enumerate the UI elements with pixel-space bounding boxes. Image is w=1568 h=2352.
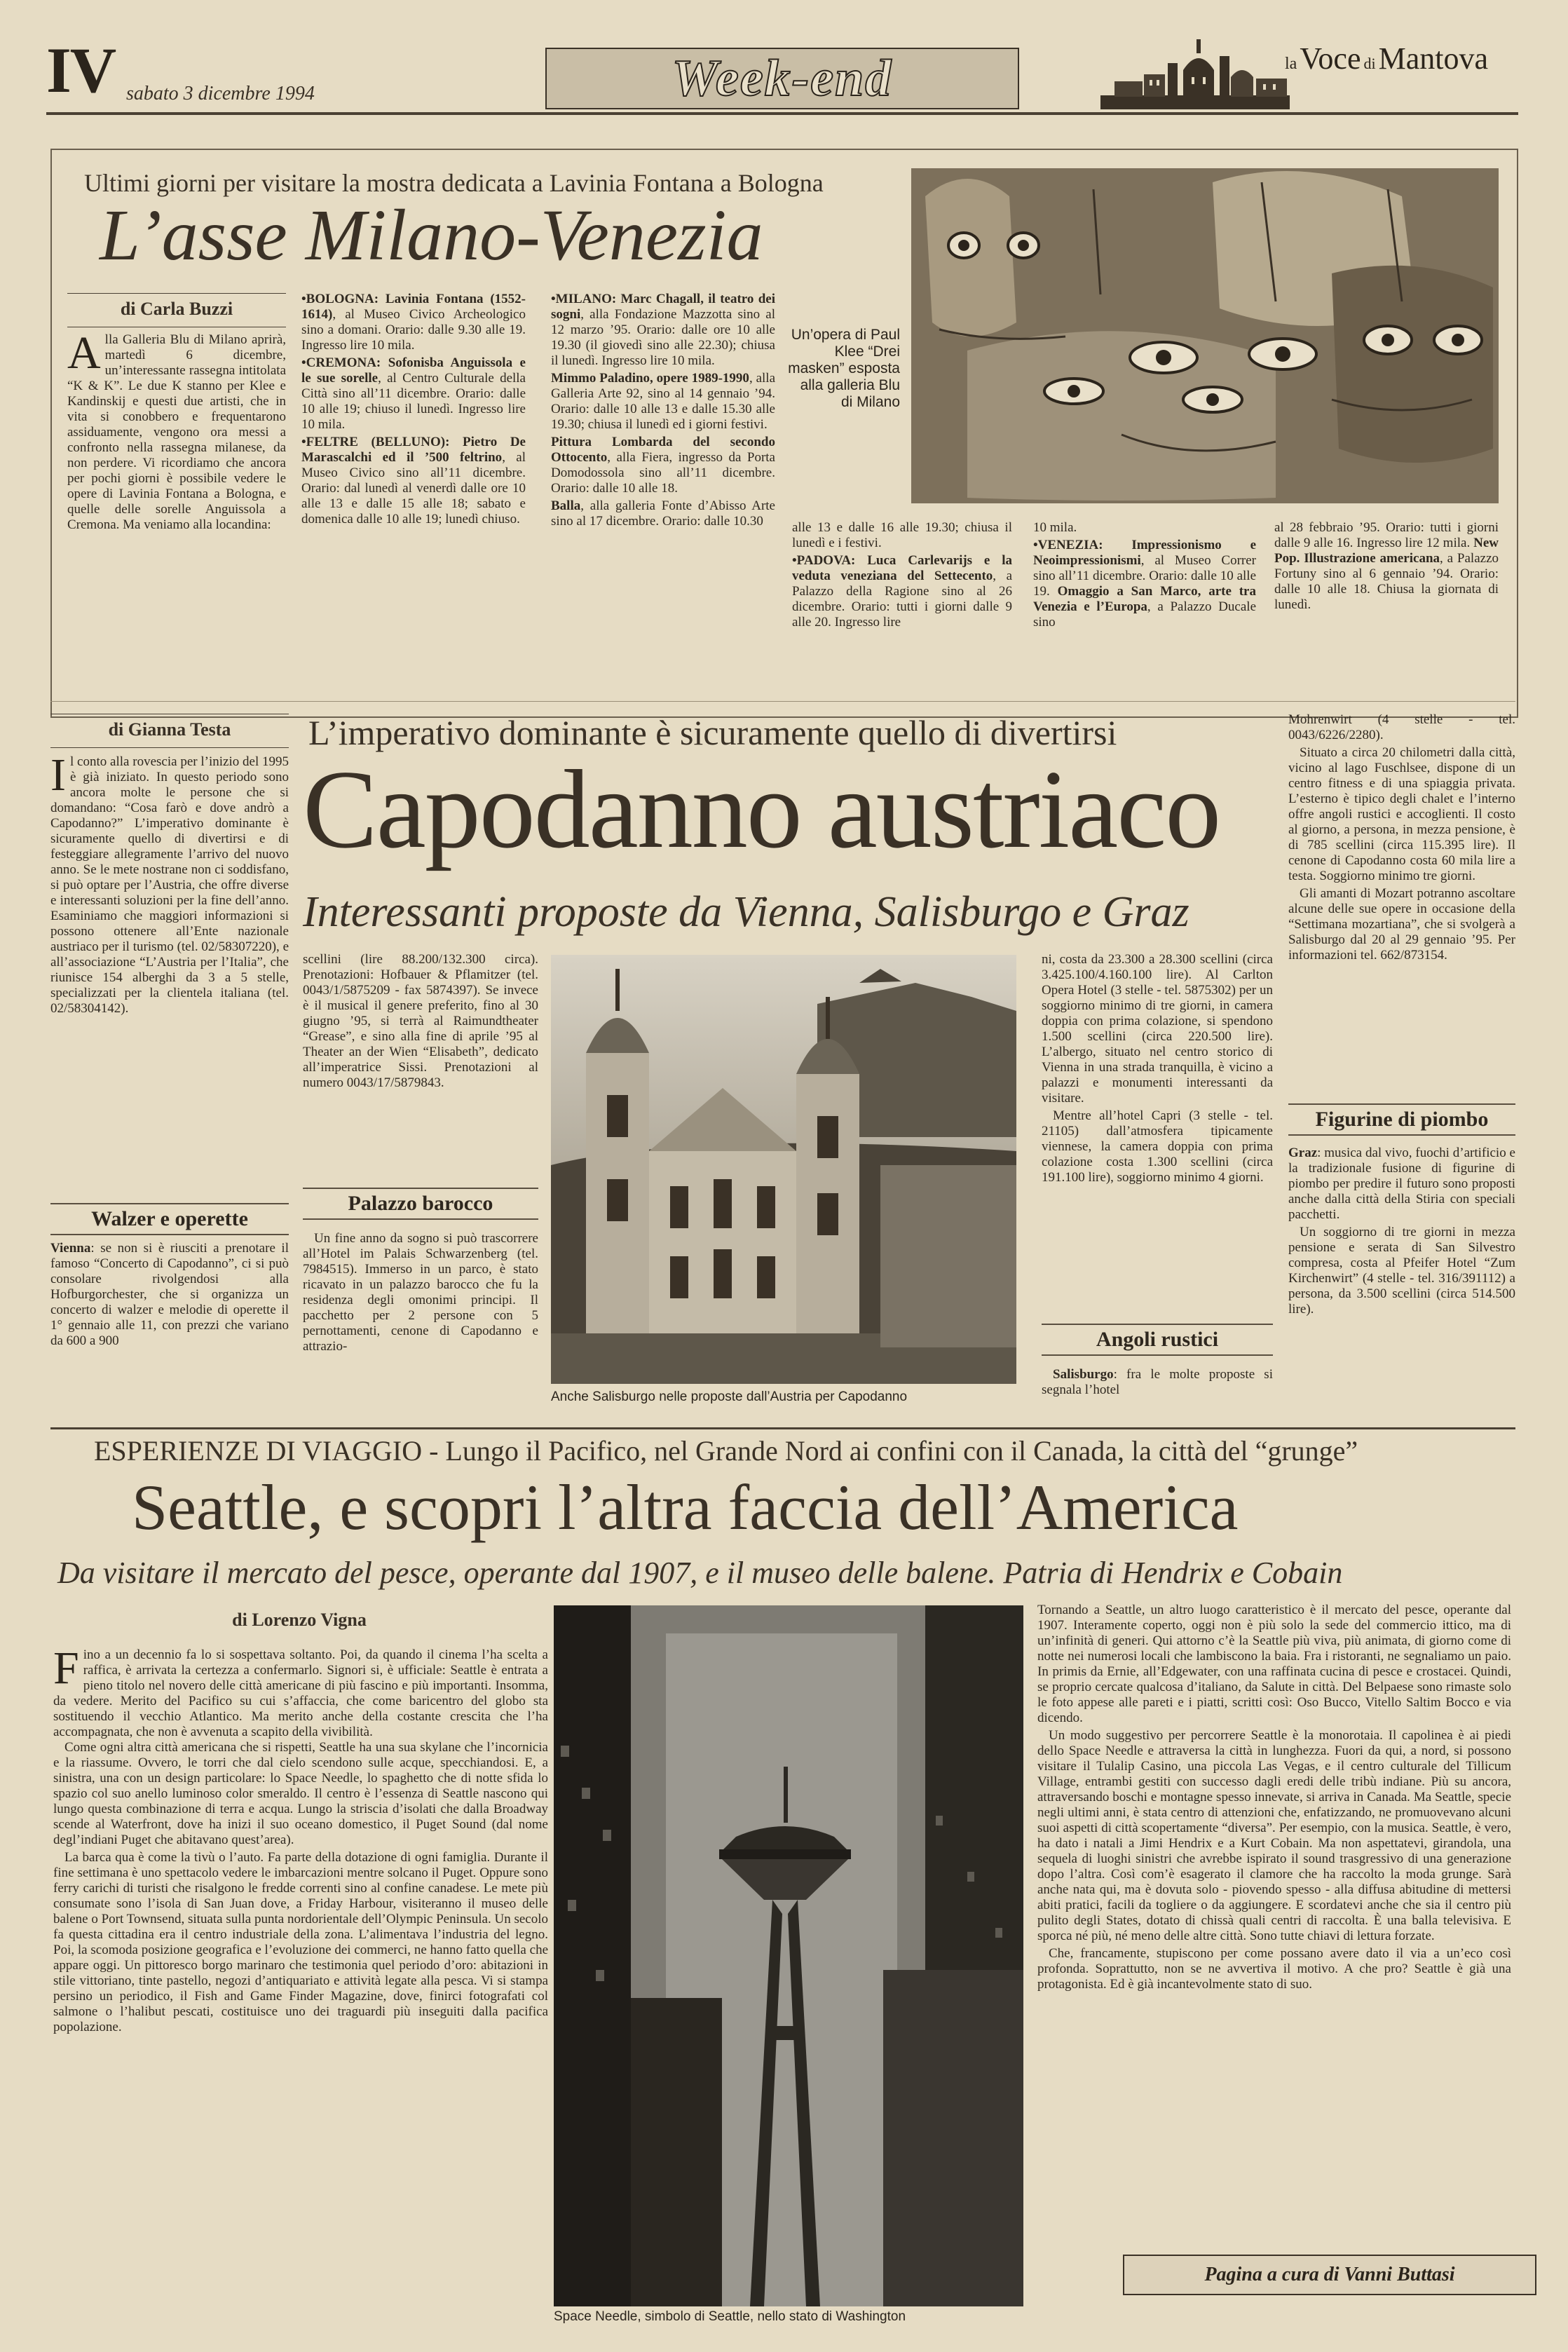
listing: •FELTRE (BELLUNO): Pietro De Marascalchi ed il ’500 feltrino, al Museo Civico sino all’11 dicembre. Orario: dal lunedì al venerdì dalle ore 10 alle 13 e dalle 15 alle 18; sabato e domenica dalle 10 alle 19; lunedì chiuso. [301,435,526,526]
article2-col3b: Salisburgo: fra le molte proposte si segnala l’hotel [1042,1367,1273,1397]
article2-subheading-angoli: Angoli rustici [1042,1324,1273,1356]
page-number: IV [46,34,116,106]
page-credit: Pagina a cura di Vanni Buttasi [1204,2264,1455,2285]
section-title: Week-end [671,50,893,107]
article3-photo-caption: Space Needle, simbolo di Seattle, nello stato di Washington [554,2309,906,2324]
listing: Balla, alla galleria Fonte d’Abisso Arte sino al 17 dicembre. Orario: dalle 10.30 [551,498,775,529]
salzburg-image [551,955,1016,1384]
article3-col1-p3: La barca qua è come la tivù o l’auto. Fa parte della dotazione di ogni famiglia. Durante il fine settimana è uno spettacolo vedere le imbarcazioni mentre solcano il Puget. Oppure sono ferry carichi di turisti che risalgono le fredde correnti sino al confine canadese. Le mete più consumate sono l’isola di San Juan dove, a Friday Harbour, visiteranno il museo delle balene o Port Townsend, situata sulla punta nordorientale dell’Olympic Peninsula. Un secolo fa questa cittadina era il centro industriale della zona. L’alimentava l’industria del legno. Poi, la scomoda posizione geografica e l’evoluzione dei commerci, ne hanno fatto quella che appare oggi. Un pittoresco borgo marinaro che testimonia quel periodo d’oro: abitazioni in stile vittoriano, tinte pastello, negozi d’antiquariato e attività legate alla pesca. Vi si stampa persino un periodico, il Fish and Game Finder Magazine, dove, finirci fotografati col salmone o l’halibut pescati, costituisce uno dei traguardi più inseguiti dalla pacifica popolazione. [53,1850,548,2034]
listing: •CREMONA: Sofonisba Anguissola e le sue sorelle, al Centro Culturale della Città sino all’11 dicembre. Orario: dalle 10 alle 19; chiuso il lunedì. Ingresso lire 10 mila. [301,355,526,432]
article2-col1 [50,754,289,1200]
listing: Mimmo Paladino, opere 1989-1990, alla Galleria Arte 92, sino al 14 gennaio ’94. Orario: dalle 10 alle 13 e dalle 15.30 alle 19.30; chiusa il lunedì ed i giorni festivi. [551,371,775,432]
article1-intro: lla Galleria Blu di Milano aprirà, martedì 6 dicembre, un’interessante rassegna intitolata “K & K”. Le due K stanno per Klee e Kandinskij e questi due artisti, che in vita si conobbero e frequentarono assiduamente, vengono ora messi a confronto nella rassegna milanese, da non perdere. Vi ricordiamo che ancora per pochi giorni è possibile vedere le opere di Lavinia Fontana a Bologna, e quelle delle sorelle Anguissola a Cremona. Ma veniamo alla locandina: [67,332,286,532]
article2-subheading-palazzo: Palazzo barocco [303,1188,538,1220]
article2-top-rule [50,701,1515,702]
article2-col1b: Vienna: se non si è riusciti a prenotare il famoso “Concerto di Capodanno”, ci si può consolare rivolgendosi alla Hofburgorchester, che si organizza un concerto di walzer e melodie di operette il 1° gennaio alle 11, con prezzi che variano da 600 a 900 [50,1241,289,1348]
klee-masks-image [911,168,1499,503]
paper-name [1285,41,1488,76]
masthead-rule [46,112,1518,115]
article3-subhead: Da visitare il mercato del pesce, operante dal 1907, e il museo delle balene. Patria di Hendrix e Cobain [57,1556,1343,1590]
article1-col5 [1033,520,1256,667]
listing: alle 13 e dalle 16 alle 19.30; chiusa il lunedì e i festivi. [792,520,1012,550]
listing: 10 mila. [1033,520,1077,535]
page-credit-box [1123,2255,1536,2295]
article2-dropcap: I [50,754,66,801]
article3-byline: di Lorenzo Vigna [232,1610,367,1630]
listing: •MILANO: Marc Chagall, il teatro dei sogni, alla Fondazione Mazzotta sino al 12 marzo ’95. Orario: dalle ore 10 alle 19.30 (il giovedì sino alle 22.30); chiusa il lunedì. Ingresso lire 10 mila. [551,292,775,368]
article2-col2: scellini (lire 88.200/132.300 circa). Prenotazioni: Hofbauer & Pflamitzer (tel. 0043/1/5875209 - fax 5874397). Se invece è il musical il genere preferito, fino al 30 giugno ’95, si terrà al Raimundtheater “Grease”, e sino alla fine di aprile ’95 al Theater an der Wien “Elisabeth”, dedicato all’imperatrice Sissi. Prenotazioni al numero 0043/17/5879843. [303,952,538,1090]
article3-kicker-lead: ESPERIENZE DI VIAGGIO [94,1435,423,1467]
article2-photo-caption: Anche Salisburgo nelle proposte dall’Austria per Capodanno [551,1389,908,1404]
article2-col2b: Un fine anno da sogno si può trascorrere all’Hotel im Palais Schwarzenberg (tel. 7984515). Immerso in un parco, è stato ricavato in un palazzo barocco che fu la residenza degli omonimi principi. Il pacchetto per 2 persone con 5 pernottamenti, cenone di Capodanno e attrazio- [303,1231,538,1354]
listing: •PADOVA: Luca Carlevarijs e la veduta veneziana del Settecento, a Palazzo della Ragione sino al 26 dicembre. Orario: tutti i giorni dalle 9 alle 20. Ingresso lire [792,553,1012,630]
article3-kicker [94,1434,1358,1467]
listing: •BOLOGNA: Lavinia Fontana (1552-1614), al Museo Civico Archeologico sino a domani. Orario: dalle 9.30 alle 19. Ingresso lire 10 mila. [301,292,526,353]
article3-top-rule [50,1427,1515,1429]
article3-dropcap: F [53,1647,79,1694]
article1-headline: L’asse Milano-Venezia [100,195,763,276]
article2-headline: Capodanno austriaco [303,747,1220,871]
article2-subhead: Interessanti proposte da Vienna, Salisburgo e Graz [303,888,1189,936]
article3-col1 [53,1647,548,2320]
article2-byline-rule-bottom [50,747,289,748]
space-needle-photo [554,1605,1023,2306]
article1-dropcap: A [67,332,101,379]
article1-byline: di Carla Buzzi [120,299,233,319]
article3-col1-p2: Come ogni altra città americana che si rispetti, Seattle ha una sua skylane che l’incornicia e la riassume. Ovvero, le torri che dal cielo scendono sulle acque, specchiandosi. E, a sinistra, una con un design particolare: lo Space Needle, lo spaghetto che di notte sfida lo spazio col suo anello luminoso color smeraldo. Il centro è l’essenza di Seattle nascono qui lungo questa combinazione di terra e acqua. Lungo la striscia d’isolati che dalla Broadway scende al Waterfront, dove ha inizi il suo oceano domestico, il Puget Sound (dal nome degl’indiani Puget che abitavano quest’area). [53,1740,548,1847]
article1-col1 [67,332,286,662]
article2-subheading-walzer: Walzer e operette [50,1203,289,1235]
article3-kicker-text: - Lungo il Pacifico, nel Grande Nord ai confini con il Canada, la città del “grunge” [422,1435,1358,1467]
article2-subheading-figurine: Figurine di piombo [1288,1103,1515,1136]
article3-col2-p2: Un modo suggestivo per percorrere Seattle è la monorotaia. Il capolinea è ai piedi dello Space Needle e attraversa la città in lunghezza. Fuori da qui, a nord, si possono visitare il Tulalip Casino, una piccola Las Vegas, e il centro culturale del Tillicum Village, entrambi gestiti con successo dagli eredi delle tribù indiane. Più su ancora, attraversando boschi e montagne spesso innevate, si arriva in Canada. Ma Seattle, specie negli ultimi anni, è stata centro di attenzioni che, enfatizzando, ne promuovevano alcuni suoi aspetti di città scopertamente “diversa”. Per esempio, con la musica. Seattle, è vero, ha dato i natali a Jimi Hendrix e a Kurt Cobain. Ma non aspettatevi, girandola, una sequela di luoghi sinistri che avrebbe ispirato il sound trasgressivo di una generazione dopo l’altra. Così com’è esagerato il clamore che ha raccolto la moda grunge. Sarà anche nata qui, ma è dovuta solo - piovendo spesso - alla diffusa abitudine di mettersi abiti pratici, facili da togliere o da aggiungere. E scordatevi anche che sia il centro più pulito degli States, dotato di chissà quali centri di raccolta. È una balla televisiva. E sporca né più, né meno delle altre città. Sono tutte chiavi di lettura forzate. [1037,1728,1511,1943]
space-needle-image [554,1605,1023,2306]
article2-col4b: Graz: musica dal vivo, fuochi d’artificio e la tradizionale fusione di figurine di piombo per predire il futuro sono proposti anche dalla città della Stiria con speciali pacchetti. Un soggiorno di tre giorni in mezza pensione e serata di San Silvestro compresa, costa al Pfeifer Hotel “Zum Kirchenwirt” (4 stelle - tel. 316/391112) a persona, da 3.500 scellini (circa 514.500 lire). [1288,1146,1515,1317]
article3-col1-p1: ino a un decennio fa lo si sospettava soltanto. Poi, da quando il cinema l’ha scelta a raffica, è arrivata la certezza a confermarlo. Signori si, è ufficiale: Seattle è entrata a pieno titolo nel novero delle città americane di più fascino e più importanti. Insomma, da vedere. Merito del Pacifico su cui s’affaccia, che come baricentro del globo sta sostituendo il vecchio Atlantico. Ma merito anche della costante crescita che l’ha accompagnata, che non è avvenuta a scapito della vivibilità. [53,1647,548,1739]
article2-kicker: L’imperativo dominante è sicuramente quello di divertirsi [308,713,1117,752]
article2-col1-text: l conto alla rovescia per l’inizio del 1995 è già iniziato. In questo periodo sono ancora molte le persone che si domandano: “Cosa farò e dove andrò a Capodanno?” L’imperativo dominante è sicuramente quello di divertirsi e di festeggiare allegramente l’arrivo del nuovo anno. Se le mete nostrane non ci soddisfano, si può optare per l’Austria, che offre diverse e interessanti soluzioni per la fine dell’anno. Esaminiamo che maggiori informazioni si possono ottenere all’Ente nazionale austriaco per il turismo (tel. 02/58307220), e all’associazione “L’Austria per l’Italia”, che riunisce 154 alberghi da 3 a 5 stelle, specializzati per la clientela italiana (tel. 02/58304142). [50,754,289,1016]
article1-byline-rule-top [67,293,286,294]
section-banner [545,48,1019,109]
salisburgo-cathedral-photo [551,955,1016,1384]
cityscape-logo-icon [1100,35,1290,112]
listing: al 28 febbraio ’95. Orario: tutti i giorni dalle 9 alle 16. Ingresso lire 12 mila. New Pop. Illustrazione americana, a Palazzo Fortuny sino al 6 gennaio ’94. Orario: dalle 10 alle 18. Chiusa la giornata di lunedì. [1274,520,1499,612]
article2-col4: Mohrenwirt (4 stelle - tel. 0043/6226/2280). Situato a circa 20 chilometri dalla città, vicino al lago Fuschlsee, dispone di un centro fitness e di una spiaggia privata. L’esterno è tipico degli chalet e l’interno offre angoli rustici e accoglienti. Il costo al giorno, a persona, in mezza pensione, è di 785 scellini (circa 115.395 lire). Il cenone di Capodanno costa 60 mila lire a testa. Soggiorno minimo tre giorni. Gli amanti di Mozart potranno ascoltare alcune delle sue opere in occasione della “Settimana mozartiana”, che si svolgerà a Salisburgo dal 20 al 29 gennaio ’95. Per informazioni tel. 662/873154. [1288,712,1515,963]
article1-kicker: Ultimi giorni per visitare la mostra dedicata a Lavinia Fontana a Bologna [84,169,824,197]
paper-name-la: la [1285,55,1297,73]
article3-col2-p1: Tornando a Seattle, un altro luogo caratteristico è il mercato del pesce, operante dal 1907. Interamente coperto, oggi non è più solo la sede del commercio ittico, ma di un’infinità di generi. Qui attorno c’è la Seattle più viva, più animata, di giorno come di notte nei numerosi locali che lambiscono la baia. Fra i ristoranti, ne segnaliamo un paio. In primis da Ernie, all’Edgewater, con una raffinata cucina di pesce e crostacei. Quindi, se proprio cercate qualcosa d’italiano, da Salute in città. Del Belpaese sono rimaste solo le foto appese alle pareti e i piatti, scritti così: Oso Bucco, Vitello Saltim Bocco e via dicendo. [1037,1603,1511,1725]
article1-col2 [301,292,526,663]
article3-col2 [1037,1603,1511,2243]
article2-col3: ni, costa da 23.300 a 28.300 scellini (circa 3.425.100/4.160.100 lire). Al Carlton Opera Hotel (3 stelle - tel. 5875302) per un soggiorno minimo di tre giorni, in camera doppia con prima colazione, si spendono 1.500 scellini (circa 220.500 lire). L’albergo, situato nel centro storico di Vienna in una strada tranquilla, è vicino a palazzi e monumenti interessanti da visitare. Mentre all’hotel Capri (3 stelle - tel. 21105) dall’atmosfera tipicamente viennese, la camera doppia con prima colazione costa 1.300 scellini (circa 191.100 lire), soggiorno minimo 4 giorni. [1042,952,1273,1185]
article1-col6 [1274,520,1499,667]
paper-name-mantova: Mantova [1378,41,1489,76]
article3-headline: Seattle, e scopri l’altra faccia dell’America [132,1471,1239,1543]
article1-col4 [792,520,1012,667]
listing: •VENEZIA: Impressionismo e Neoimpressionismi, al Museo Correr sino all’11 dicembre. Orario: dalle 10 alle 19. Omaggio a San Marco, arte tra Venezia e l’Europa, a Palazzo Ducale sino [1033,538,1256,630]
paper-name-voce: Voce [1300,41,1361,76]
article3-col2-p3: Che, francamente, stupiscono per come possano avere dato il via a un’eco così profonda. Soprattutto, non se ne avvertiva il motivo. A che pro? Seattle è già una protagonista. Ed è già incantevolmente stato di suo. [1037,1946,1511,1992]
article1-photo-caption: Un’opera di Paul Klee “Drei masken” esposta alla galleria Blu di Milano [788,327,900,410]
article1-col3 [551,292,775,663]
paper-name-di: di [1363,55,1376,72]
klee-painting-photo [911,168,1499,503]
issue-date: sabato 3 dicembre 1994 [126,83,315,104]
listing: Pittura Lombarda del secondo Ottocento, alla Fiera, ingresso da Porta Domodossola sino all’11 dicembre. Orario: dalle 10 alle 18. [551,435,775,496]
article2-byline: di Gianna Testa [108,719,231,740]
